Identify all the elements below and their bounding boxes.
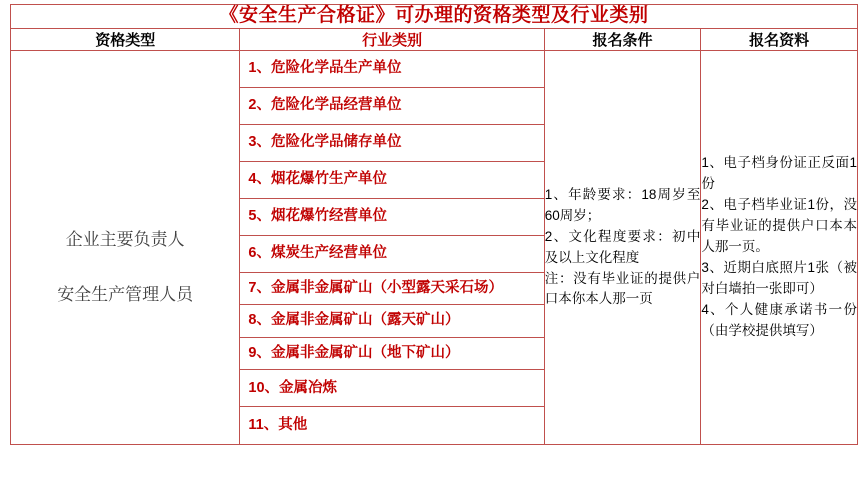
document-page [0, 4, 868, 504]
qualification-type-2: 安全生产管理人员 [57, 284, 194, 304]
industry-item-11: 11、其他 [248, 417, 308, 434]
table-header-row [11, 28, 858, 50]
header-qualification: 资格类型 [11, 28, 240, 50]
material-1: 1、电子档身份证正反面1份 [701, 155, 857, 192]
industry-item-10: 10、金属冶炼 [240, 370, 543, 407]
table-title-row [11, 5, 858, 29]
condition-1: 1、年龄要求：18周岁至60周岁； [544, 186, 701, 223]
industry-item-3: 3、危险化学品储存单位 [240, 125, 543, 162]
header-conditions: 报名条件 [544, 28, 701, 50]
qualification-type-1: 企业主要负责人 [65, 230, 185, 250]
conditions-cell [544, 50, 701, 445]
table-body-row [11, 50, 858, 445]
materials-cell [701, 50, 858, 445]
qualification-types-cell [11, 50, 240, 445]
condition-3: 注：没有毕业证的提供户口本你本人那一页 [544, 270, 701, 307]
header-materials: 报名资料 [701, 28, 858, 50]
industry-item-1: 1、危险化学品生产单位 [240, 51, 543, 88]
industry-item-7: 7、金属非金属矿山（小型露天采石场） [240, 273, 543, 306]
document-title: 《安全生产合格证》可办理的资格类型及行业类别 [11, 5, 858, 29]
industry-item-5: 5、烟花爆竹经营单位 [240, 199, 543, 236]
industry-item-6: 6、煤炭生产经营单位 [240, 236, 543, 273]
industry-item-8: 8、金属非金属矿山（露天矿山） [240, 305, 543, 338]
industry-categories-cell [240, 50, 544, 445]
industry-item-9: 9、金属非金属矿山（地下矿山） [240, 338, 543, 371]
industry-list [240, 51, 543, 445]
material-2: 2、电子档毕业证1份，没有毕业证的提供户口本本人那一页。 [701, 197, 857, 255]
header-industry: 行业类别 [240, 28, 544, 50]
material-4: 4、个人健康承诺书一份（由学校提供填写） [701, 301, 857, 338]
condition-2: 2、文化程度要求：初中及以上文化程度 [544, 228, 701, 265]
industry-item-2: 2、危险化学品经营单位 [240, 88, 543, 125]
qualification-table [10, 4, 858, 445]
material-3: 3、近期白底照片1张（被对白墙拍一张即可） [701, 260, 857, 297]
industry-item-4: 4、烟花爆竹生产单位 [240, 162, 543, 199]
